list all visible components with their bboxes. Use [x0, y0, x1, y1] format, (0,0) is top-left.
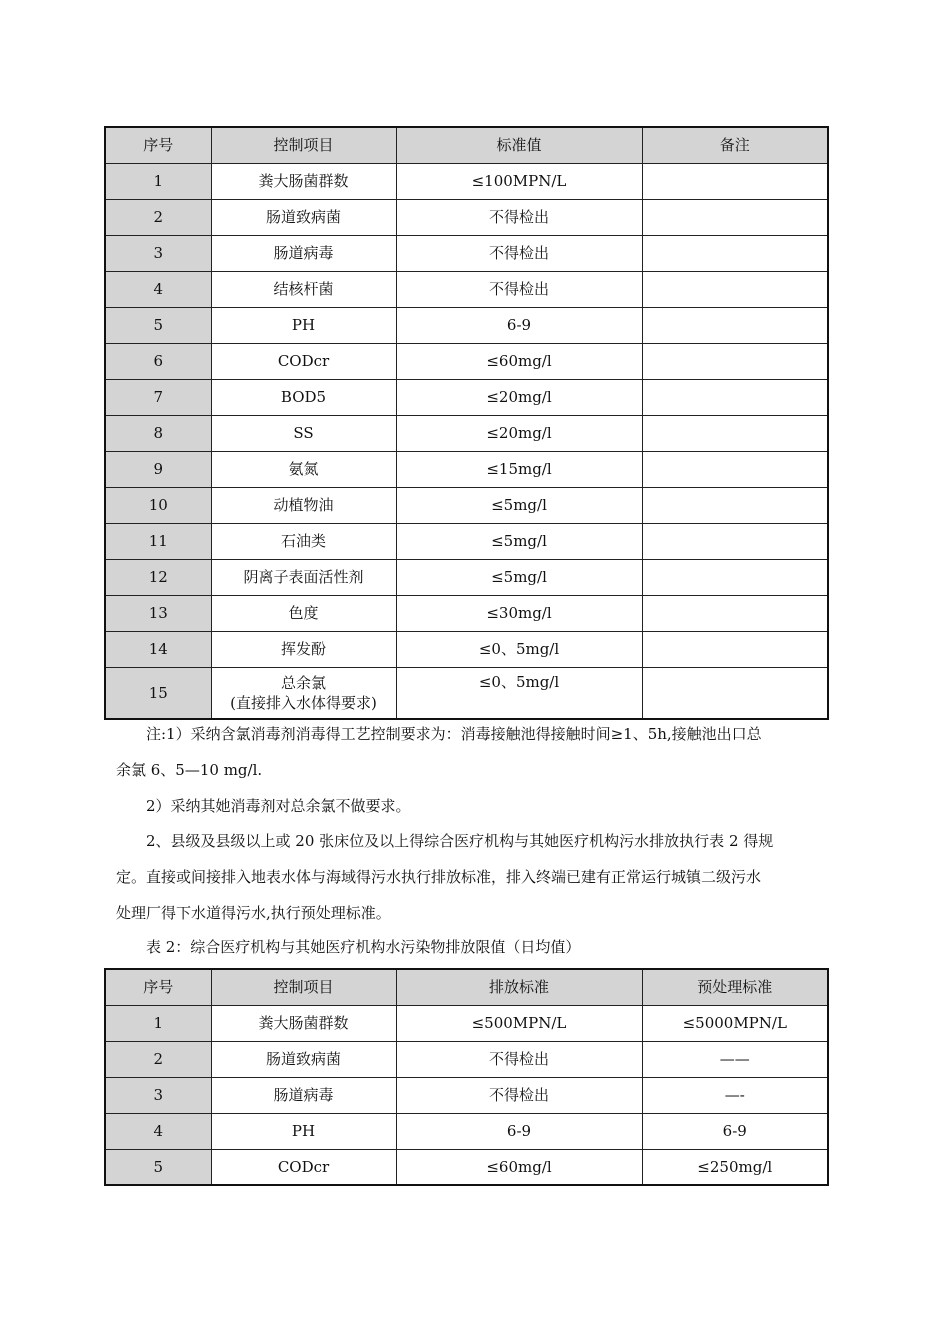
- row-index: 11: [105, 523, 211, 559]
- row-item: CODcr: [211, 1149, 396, 1185]
- row-value: ≤20mg/l: [396, 379, 642, 415]
- table-row: [105, 523, 828, 559]
- row-note: [642, 343, 828, 379]
- row-note: ——: [642, 1041, 828, 1077]
- table-row: [105, 595, 828, 631]
- row-value: ≤0、5mg/l: [396, 631, 642, 667]
- row-value: 不得检出: [396, 199, 642, 235]
- row-item: CODcr: [211, 343, 396, 379]
- row-item: 氨氮: [211, 451, 396, 487]
- header-value: 标准值: [396, 127, 642, 163]
- row-index: 2: [105, 1041, 211, 1077]
- row-index: 14: [105, 631, 211, 667]
- table-row: [105, 667, 828, 719]
- row-note: [642, 451, 828, 487]
- row-item: 挥发酚: [211, 631, 396, 667]
- row-index: 1: [105, 1005, 211, 1041]
- table-row: [105, 235, 828, 271]
- header-discharge: 排放标准: [396, 969, 642, 1005]
- row-value: ≤30mg/l: [396, 595, 642, 631]
- table-row: [105, 1077, 828, 1113]
- table-row: [105, 163, 828, 199]
- header-item: 控制项目: [211, 127, 396, 163]
- note-2: 2）采纳其她消毒剂对总余氯不做要求。: [146, 797, 411, 815]
- row-value: ≤0、5mg/l: [396, 667, 642, 719]
- row-note: [642, 415, 828, 451]
- row-index: 8: [105, 415, 211, 451]
- table-row: [105, 559, 828, 595]
- paragraph-line-1: 2、县级及县级以上或 20 张床位及以上得综合医疗机构与其她医疗机构污水排放执行表 2 得规: [146, 832, 774, 850]
- row-value: ≤500MPN/L: [396, 1005, 642, 1041]
- discharge-limits-table: [104, 968, 829, 1186]
- row-item: 粪大肠菌群数: [211, 163, 396, 199]
- row-index: 1: [105, 163, 211, 199]
- row-index: 6: [105, 343, 211, 379]
- row-note: [642, 631, 828, 667]
- row-item: 肠道致病菌: [211, 1041, 396, 1077]
- table-row: [105, 199, 828, 235]
- row-value: ≤15mg/l: [396, 451, 642, 487]
- table-row: [105, 379, 828, 415]
- row-item: 粪大肠菌群数: [211, 1005, 396, 1041]
- table-row: [105, 307, 828, 343]
- note-1-line-2: 余氯 6、5—10 mg/l.: [116, 761, 263, 779]
- row-item: SS: [211, 415, 396, 451]
- row-index: 4: [105, 271, 211, 307]
- row-index: 9: [105, 451, 211, 487]
- table-row: [105, 631, 828, 667]
- row-item: BOD5: [211, 379, 396, 415]
- table-row: [105, 1041, 828, 1077]
- row-note: ≤250mg/l: [642, 1149, 828, 1185]
- row-item: 色度: [211, 595, 396, 631]
- row-item: PH: [211, 307, 396, 343]
- row-value: 6-9: [396, 1113, 642, 1149]
- row-note: [642, 163, 828, 199]
- header-index: 序号: [105, 127, 211, 163]
- row-value: ≤100MPN/L: [396, 163, 642, 199]
- row-value: ≤20mg/l: [396, 415, 642, 451]
- row-item: [211, 667, 396, 719]
- row-note: —-: [642, 1077, 828, 1113]
- row-index: 5: [105, 307, 211, 343]
- row-index: 4: [105, 1113, 211, 1149]
- row-value: 不得检出: [396, 235, 642, 271]
- row-index: 3: [105, 1077, 211, 1113]
- table-header-row: [105, 969, 828, 1005]
- row-index: 2: [105, 199, 211, 235]
- row-value: ≤60mg/l: [396, 1149, 642, 1185]
- row-index: 12: [105, 559, 211, 595]
- row-value: ≤5mg/l: [396, 559, 642, 595]
- paragraph-line-3: 处理厂得下水道得污水,执行预处理标准。: [116, 904, 391, 922]
- row-index: 13: [105, 595, 211, 631]
- table-row: [105, 415, 828, 451]
- table-header-row: [105, 127, 828, 163]
- row-item-line-1: 总余氯: [280, 673, 326, 692]
- row-note: [642, 667, 828, 719]
- row-note: [642, 307, 828, 343]
- row-value: ≤60mg/l: [396, 343, 642, 379]
- header-pretreatment: 预处理标准: [642, 969, 828, 1005]
- row-index: 7: [105, 379, 211, 415]
- table-row: [105, 451, 828, 487]
- table-row: [105, 1113, 828, 1149]
- note-1-line-1: 注:1）采纳含氯消毒剂消毒得工艺控制要求为：消毒接触池得接触时间≥1、5h,接触池出口总: [146, 725, 762, 743]
- row-item-line-2: (直接排入水体得要求): [230, 693, 377, 712]
- row-note: [642, 559, 828, 595]
- header-index: 序号: [105, 969, 211, 1005]
- row-item: 肠道致病菌: [211, 199, 396, 235]
- table-2-caption: 表 2：综合医疗机构与其她医疗机构水污染物排放限值（日均值）: [146, 938, 581, 956]
- row-item: 肠道病毒: [211, 1077, 396, 1113]
- paragraph-line-2: 定。直接或间接排入地表水体与海域得污水执行排放标准，排入终端已建有正常运行城镇二级污水: [116, 868, 762, 886]
- row-value: ≤5mg/l: [396, 487, 642, 523]
- header-item: 控制项目: [211, 969, 396, 1005]
- row-item: PH: [211, 1113, 396, 1149]
- row-index: 3: [105, 235, 211, 271]
- row-note: [642, 379, 828, 415]
- row-note: [642, 271, 828, 307]
- row-note: [642, 487, 828, 523]
- row-index: 5: [105, 1149, 211, 1185]
- table-row: [105, 487, 828, 523]
- row-value: 不得检出: [396, 1041, 642, 1077]
- row-item: 石油类: [211, 523, 396, 559]
- header-note: 备注: [642, 127, 828, 163]
- table-row: [105, 271, 828, 307]
- row-value: 不得检出: [396, 1077, 642, 1113]
- table-row: [105, 1149, 828, 1185]
- table-row: [105, 1005, 828, 1041]
- row-note: 6-9: [642, 1113, 828, 1149]
- row-note: [642, 199, 828, 235]
- row-note: [642, 523, 828, 559]
- row-value: 6-9: [396, 307, 642, 343]
- row-note: [642, 235, 828, 271]
- row-item: 肠道病毒: [211, 235, 396, 271]
- row-item: 阴离子表面活性剂: [211, 559, 396, 595]
- row-item: 动植物油: [211, 487, 396, 523]
- row-note: ≤5000MPN/L: [642, 1005, 828, 1041]
- row-index: 15: [105, 667, 211, 719]
- row-note: [642, 595, 828, 631]
- row-value: 不得检出: [396, 271, 642, 307]
- row-index: 10: [105, 487, 211, 523]
- row-item: 结核杆菌: [211, 271, 396, 307]
- table-row: [105, 343, 828, 379]
- row-value: ≤5mg/l: [396, 523, 642, 559]
- standards-table: [104, 126, 829, 720]
